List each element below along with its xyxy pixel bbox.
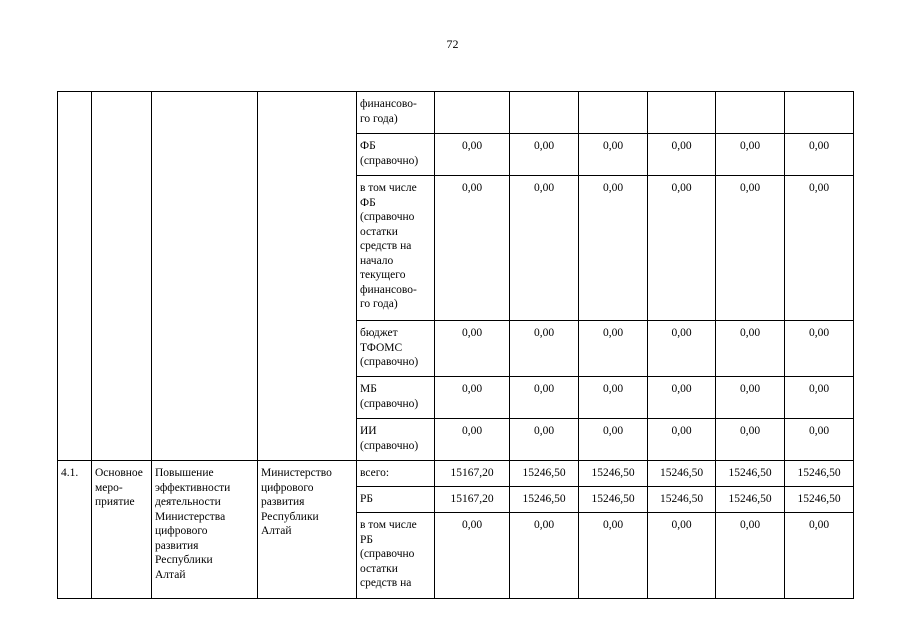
value-cell: 0,00 bbox=[510, 513, 579, 599]
cell-text-line: начало bbox=[360, 254, 394, 267]
value-cell: 15246,50 bbox=[579, 487, 648, 513]
value-cell: 15246,50 bbox=[510, 461, 579, 487]
cell-text-line: го года) bbox=[360, 112, 398, 125]
value-cell: 0,00 bbox=[648, 513, 716, 599]
cell-text-line: Алтай bbox=[155, 568, 186, 581]
value-cell bbox=[716, 92, 785, 134]
funding-source-cell bbox=[357, 321, 435, 377]
value-cell: 0,00 bbox=[579, 321, 648, 377]
value-cell: 0,00 bbox=[579, 513, 648, 599]
cell-text-line: деятельности bbox=[155, 496, 221, 508]
cell-text-line: МБ bbox=[360, 383, 377, 395]
value-cell: 0,00 bbox=[716, 377, 785, 419]
value-cell: 0,00 bbox=[785, 513, 854, 599]
cell-text-line: (справочно) bbox=[360, 356, 419, 368]
funding-source-cell bbox=[357, 176, 435, 321]
value-cell: 15246,50 bbox=[785, 461, 854, 487]
cell-text-line: РБ bbox=[360, 493, 373, 505]
value-cell: 15246,50 bbox=[785, 487, 854, 513]
cell-text-line: ФБ bbox=[360, 196, 376, 209]
cell-text-line: эффективности bbox=[155, 481, 231, 494]
value-cell: 0,00 bbox=[579, 134, 648, 176]
cell-text-line: в том числе bbox=[360, 519, 417, 531]
value-cell: 0,00 bbox=[716, 513, 785, 599]
value-cell: 15167,20 bbox=[435, 487, 510, 513]
value-cell: 15246,50 bbox=[579, 461, 648, 487]
value-cell: 0,00 bbox=[510, 321, 579, 377]
measure-type-cell bbox=[92, 461, 152, 599]
value-cell: 0,00 bbox=[716, 419, 785, 461]
value-cell: 15246,50 bbox=[716, 487, 785, 513]
value-cell: 0,00 bbox=[648, 134, 716, 176]
value-cell: 0,00 bbox=[648, 419, 716, 461]
cell-text-line: средств на bbox=[360, 577, 412, 589]
page-number: 72 bbox=[446, 37, 459, 51]
value-cell: 0,00 bbox=[785, 176, 854, 321]
value-cell: 0,00 bbox=[579, 377, 648, 419]
value-cell: 0,00 bbox=[716, 321, 785, 377]
value-cell: 0,00 bbox=[785, 419, 854, 461]
table-row bbox=[58, 461, 854, 487]
value-cell: 0,00 bbox=[435, 176, 510, 321]
value-cell: 0,00 bbox=[579, 176, 648, 321]
value-cell: 0,00 bbox=[435, 377, 510, 419]
cell-text-line: текущего bbox=[360, 269, 406, 281]
funding-source-cell bbox=[357, 377, 435, 419]
cell-text-line: финансово- bbox=[360, 98, 417, 110]
value-cell: 0,00 bbox=[435, 513, 510, 599]
cell-text-line: средств на bbox=[360, 240, 412, 252]
value-cell: 15246,50 bbox=[648, 461, 716, 487]
cell-text-line: остатки bbox=[360, 225, 398, 238]
value-cell: 0,00 bbox=[716, 134, 785, 176]
value-cell bbox=[510, 92, 579, 134]
value-cell: 0,00 bbox=[510, 377, 579, 419]
value-cell: 0,00 bbox=[435, 321, 510, 377]
value-cell: 0,00 bbox=[435, 419, 510, 461]
cell-text-line: остатки bbox=[360, 562, 398, 575]
cell-text-line: (справочно) bbox=[360, 154, 419, 167]
cell-text-line: развития bbox=[155, 539, 199, 552]
cell-text-line: приятие bbox=[95, 496, 135, 508]
cell-text-line: Повышение bbox=[155, 467, 214, 479]
value-cell: 15167,20 bbox=[435, 461, 510, 487]
empty-number-cell bbox=[58, 92, 92, 461]
cell-text-line: Министерства bbox=[155, 510, 226, 523]
cell-text-line: меро- bbox=[95, 481, 123, 494]
funding-source-cell bbox=[357, 419, 435, 461]
measure-number-cell: 4.1. bbox=[58, 461, 92, 599]
empty-executor-cell bbox=[258, 92, 357, 461]
budget-table bbox=[57, 91, 854, 599]
cell-text-line: ИИ bbox=[360, 425, 377, 437]
value-cell: 15246,50 bbox=[716, 461, 785, 487]
value-cell bbox=[435, 92, 510, 134]
cell-text-line: финансово- bbox=[360, 283, 417, 296]
cell-text-line: Основное bbox=[95, 467, 143, 479]
cell-text-line: Республики bbox=[155, 554, 213, 566]
value-cell: 0,00 bbox=[510, 419, 579, 461]
measure-name-cell bbox=[152, 461, 258, 599]
funding-source-cell bbox=[357, 487, 435, 513]
cell-text-line: (справочно bbox=[360, 548, 415, 560]
funding-source-cell bbox=[357, 513, 435, 599]
empty-name-cell bbox=[152, 92, 258, 461]
cell-text-line: Министерство bbox=[261, 467, 332, 479]
cell-text-line: ТФОМС bbox=[360, 341, 403, 354]
cell-text-line: Алтай bbox=[261, 525, 292, 537]
funding-source-cell bbox=[357, 92, 435, 134]
cell-text-line: (справочно) bbox=[360, 397, 419, 410]
value-cell bbox=[579, 92, 648, 134]
measure-executor-cell bbox=[258, 461, 357, 599]
cell-text-line: цифрового bbox=[261, 481, 314, 494]
cell-text-line: го года) bbox=[360, 298, 398, 310]
value-cell: 15246,50 bbox=[510, 487, 579, 513]
value-cell: 0,00 bbox=[648, 377, 716, 419]
value-cell bbox=[785, 92, 854, 134]
value-cell: 0,00 bbox=[785, 134, 854, 176]
value-cell: 0,00 bbox=[716, 176, 785, 321]
cell-text-line: цифрового bbox=[155, 525, 208, 537]
value-cell: 0,00 bbox=[648, 321, 716, 377]
value-cell: 0,00 bbox=[785, 321, 854, 377]
cell-text-line: в том числе bbox=[360, 182, 417, 194]
value-cell: 15246,50 bbox=[648, 487, 716, 513]
cell-text-line: (справочно) bbox=[360, 439, 419, 452]
value-cell: 0,00 bbox=[579, 419, 648, 461]
cell-text-line: Республики bbox=[261, 510, 319, 523]
cell-text-line: бюджет bbox=[360, 327, 398, 339]
value-cell: 0,00 bbox=[785, 377, 854, 419]
cell-text-line: РБ bbox=[360, 533, 373, 546]
value-cell: 0,00 bbox=[435, 134, 510, 176]
cell-text-line: ФБ bbox=[360, 140, 376, 152]
cell-text-line: развития bbox=[261, 496, 305, 508]
empty-type-cell bbox=[92, 92, 152, 461]
value-cell: 0,00 bbox=[648, 176, 716, 321]
value-cell bbox=[648, 92, 716, 134]
value-cell: 0,00 bbox=[510, 176, 579, 321]
funding-source-cell bbox=[357, 134, 435, 176]
value-cell: 0,00 bbox=[510, 134, 579, 176]
funding-source-cell bbox=[357, 461, 435, 487]
cell-text-line: всего: bbox=[360, 467, 390, 479]
cell-text-line: (справочно bbox=[360, 211, 415, 223]
table-row bbox=[58, 92, 854, 134]
